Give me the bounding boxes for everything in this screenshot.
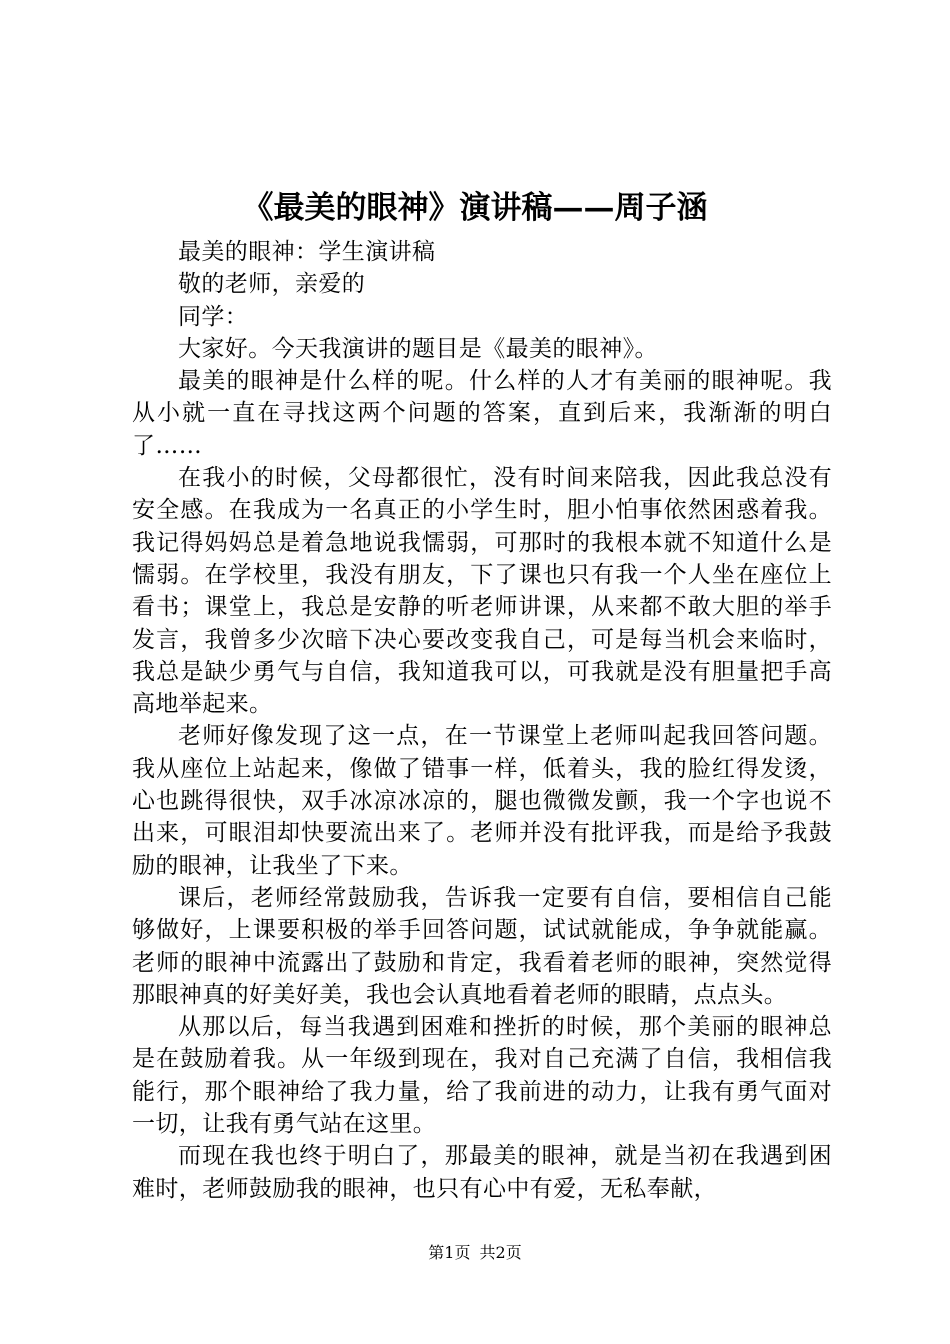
page-footer	[0, 1242, 950, 1264]
paragraph: 而现在我也终于明白了，那最美的眼神，就是当初在我遇到困难时，老师鼓励我的眼神，也只有心中有爱，无私奉献，	[132, 1143, 832, 1202]
paragraph: 最美的眼神：学生演讲稿	[178, 239, 436, 265]
paragraph: 从那以后，每当我遇到困难和挫折的时候，那个美丽的眼神总是在鼓励着我。从一年级到现在，我对自己充满了自信，我相信我能行，那个眼神给了我力量，给了我前进的动力，让我有勇气面对一切，让我有勇气站在这里。	[132, 1014, 832, 1138]
document-body	[132, 236, 832, 1205]
paragraph: 老师好像发现了这一点，在一节课堂上老师叫起我回答问题。我从座位上站起来，像做了错事一样，低着头，我的脸红得发烫，心也跳得很快，双手冰凉冰凉的，腿也微微发颤，我一个字也说不出来，可眼泪却快要流出来了。老师并没有批评我，而是给予我鼓励的眼神，让我坐了下来。	[132, 723, 832, 879]
paragraph: 敬的老师，亲爱的	[178, 271, 366, 298]
page-number: 第1页	[428, 1243, 471, 1262]
paragraph: 同学：	[178, 303, 249, 330]
paragraph: 最美的眼神是什么样的呢。什么样的人才有美丽的眼神呢。我从小就一直在寻找这两个问题的答案，直到后来，我渐渐的明白了……	[132, 368, 832, 459]
page-total: 共2页	[479, 1243, 522, 1262]
page-title: 《最美的眼神》演讲稿——周子涵	[242, 190, 708, 226]
paragraph: 课后，老师经常鼓励我，告诉我一定要有自信，要相信自己能够做好，上课要积极的举手回答问题，试试就能成，争争就能赢。老师的眼神中流露出了鼓励和肯定，我看着老师的眼神，突然觉得那眼神真的好美好美，我也会认真地看着老师的眼睛，点点头。	[132, 884, 832, 1008]
paragraph: 大家好。今天我演讲的题目是《最美的眼神》。	[178, 335, 658, 362]
paragraph: 在我小的时候，父母都很忙，没有时间来陪我，因此我总没有安全感。在我成为一名真正的小学生时，胆小怕事依然困惑着我。我记得妈妈总是着急地说我懦弱，可那时的我根本就不知道什么是懦弱。在学校里，我没有朋友，下了课也只有我一个人坐在座位上看书；课堂上，我总是安静的听老师讲课，从来都不敢大胆的举手发言，我曾多少次暗下决心要改变我自己，可是每当机会来临时，我总是缺少勇气与自信，我知道我可以，可我就是没有胆量把手高高地举起来。	[132, 465, 832, 718]
